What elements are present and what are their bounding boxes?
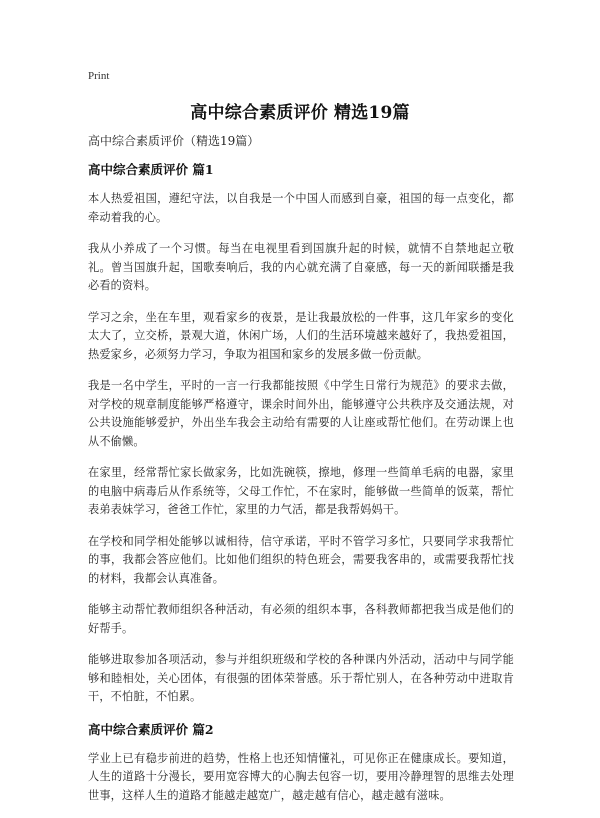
section-heading-2: 高中综合素质评价 篇2	[88, 721, 214, 737]
paragraph: 学习之余，坐在车里，观看家乡的夜景，是让我最放松的一件事，这几年家乡的变化太大了，立交桥，景观大道，休闲广场，人们的生活环境越来越好了，我热爱祖国，热爱家乡，必须努力学习，争取为祖国和家乡的发展多做一份贡献。	[88, 310, 514, 361]
paragraph: 我从小养成了一个习惯。每当在电视里看到国旗升起的时候，就情不自禁地起立敬礼。曾当国旗升起，国歌奏响后，我的内心就充满了自豪感，每一天的新闻联播是我必看的资料。	[88, 242, 514, 292]
paragraph: 能够进取参加各项活动，参与并组织班级和学校的各种课内外活动，活动中与同学能够和睦相处，关心团体，有很强的团体荣誉感。乐于帮忙别人，在各种劳动中进取肯干，不怕脏，不怕累。	[88, 653, 514, 703]
paragraph: 我是一名中学生，平时的一言一行我都能按照《中学生日常行为规范》的要求去做，对学校的规章制度能够严格遵守，课余时间外出，能够遵守公共秩序及交通法规，对公共设施能够爱护，外出坐车我会主动给有需要的人让座或帮忙他们。在劳动课上也从不偷懒。	[88, 379, 514, 448]
print-link[interactable]: Print	[88, 70, 110, 82]
section-heading-1: 高中综合素质评价 篇1	[88, 162, 214, 177]
paragraph: 在家里，经常帮忙家长做家务，比如洗碗筷，擦地，修理一些简单毛病的电器，家里的电脑中病毒后从作系统等，父母工作忙，不在家时，能够做一些简单的饭菜，帮忙表弟表妹学习，爸爸工作忙，家里的力气活，都是我帮妈妈干。	[88, 466, 514, 516]
paragraph: 学业上已有稳步前进的趋势，性格上也还知情懂礼，可见你正在健康成长。要知道，人生的道路十分漫长，要用宽容博大的心胸去包容一切，要用冷静理智的思维去处理世事，这样人生的道路才能越走越宽广，越走越有信心，越走越有滋味。	[88, 751, 514, 802]
page-subtitle: 高中综合素质评价（精选19篇）	[88, 134, 260, 148]
article-body	[88, 160, 514, 818]
paragraph: 本人热爱祖国，遵纪守法，以自我是一个中国人而感到自豪，祖国的每一点变化，都牵动着我的心。	[88, 192, 514, 224]
paragraph: 能够主动帮忙教师组织各种活动，有必须的组织本事，各科教师都把我当成是他们的好帮手。	[88, 603, 514, 635]
paragraph: 在学校和同学相处能够以诚相待，信守承诺，平时不管学习多忙，只要同学求我帮忙的事，我都会答应他们。比如他们组织的特色班会，需要我客串的，或需要我帮忙找的材料，我都会认真准备。	[88, 534, 514, 585]
page-title: 高中综合素质评价 精选19篇	[190, 103, 410, 123]
